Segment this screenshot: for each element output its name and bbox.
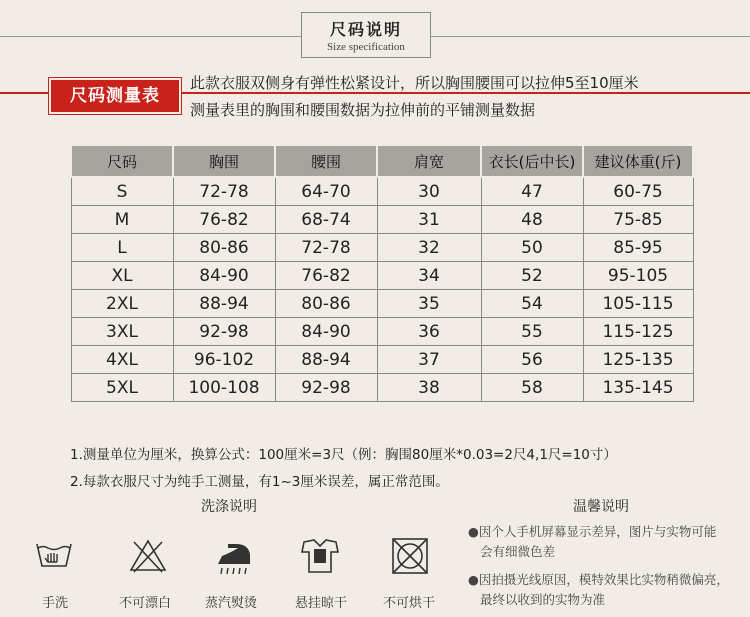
header-shoulder: 肩宽 [377,145,481,177]
table-cell: 100-108 [173,374,275,402]
table-cell: 72-78 [173,177,275,206]
table-cell: 72-78 [275,234,377,262]
table-cell: 80-86 [275,290,377,318]
table-cell: S [71,177,173,206]
table-row [71,318,693,346]
table-header-row [71,145,693,177]
table-cell: 95-105 [583,262,693,290]
table-cell: 3XL [71,318,173,346]
table-cell: M [71,206,173,234]
table-row [71,177,693,206]
table-cell: 47 [481,177,583,206]
tip-item [468,570,729,610]
table-cell: 31 [377,206,481,234]
hand-wash-icon [34,536,74,576]
table-cell: 48 [481,206,583,234]
table-cell: 37 [377,346,481,374]
tip-2-line-1: 因拍摄光线原因，模特效果比实物稍微偏亮， [478,572,729,587]
table-row [71,206,693,234]
table-row [71,234,693,262]
table-row [71,262,693,290]
hang-dry-label: 悬挂晾干 [294,596,347,611]
no-bleach-label: 不可漂白 [118,596,171,611]
table-cell: 64-70 [275,177,377,206]
table-cell: 30 [377,177,481,206]
table-cell: 58 [481,374,583,402]
table-cell: 32 [377,234,481,262]
table-cell: 34 [377,262,481,290]
hand-wash-label: 手洗 [41,596,68,611]
bullet-icon: ● [468,524,479,539]
steam-iron-label: 蒸汽熨烫 [204,596,257,611]
table-cell: 36 [377,318,481,346]
tip-item [468,522,716,562]
header-waist: 腰围 [275,145,377,177]
intro-line-1: 此款衣服双侧身有弹性松紧设计，所以胸围腰围可以拉伸5至10厘米 [190,74,639,92]
table-cell: 88-94 [173,290,275,318]
size-table [70,144,694,402]
table-cell: 96-102 [173,346,275,374]
table-cell: 125-135 [583,346,693,374]
table-cell: 92-98 [173,318,275,346]
table-cell: 55 [481,318,583,346]
table-cell: 4XL [71,346,173,374]
table-cell: 135-145 [583,374,693,402]
washing-title: 洗涤说明 [201,499,257,515]
header-divider-right [431,36,750,37]
header-title-box [301,12,431,58]
table-cell: 76-82 [275,262,377,290]
table-cell: 105-115 [583,290,693,318]
header-chest: 胸围 [173,145,275,177]
tip-2-line-2: 最终以收到的实物为准 [480,592,606,607]
table-cell: 50 [481,234,583,262]
table-cell: XL [71,262,173,290]
no-bleach-icon [128,536,168,576]
table-cell: L [71,234,173,262]
table-cell: 115-125 [583,318,693,346]
hang-dry-icon [300,536,340,576]
section-badge: 尺码测量表 [49,78,181,114]
page-title: 尺码说明 [329,20,402,39]
table-row [71,290,693,318]
header-length: 衣长(后中长) [481,145,583,177]
table-cell: 35 [377,290,481,318]
table-row [71,346,693,374]
tips-title: 温馨说明 [573,499,629,515]
tip-1-line-2: 会有细微色差 [480,544,556,559]
table-cell: 60-75 [583,177,693,206]
table-cell: 68-74 [275,206,377,234]
table-cell: 76-82 [173,206,275,234]
intro-line-2: 测量表里的胸围和腰围数据为拉伸前的平铺测量数据 [190,101,536,119]
table-cell: 2XL [71,290,173,318]
table-cell: 52 [481,262,583,290]
steam-iron-icon [214,536,254,576]
table-cell: 5XL [71,374,173,402]
table-cell: 54 [481,290,583,318]
tip-1-line-1: 因个人手机屏幕显示差异，图片与实物可能 [478,524,717,539]
header-divider-left [0,36,301,37]
no-tumble-dry-label: 不可烘干 [382,596,435,611]
table-cell: 38 [377,374,481,402]
table-cell: 84-90 [173,262,275,290]
table-cell: 84-90 [275,318,377,346]
table-cell: 75-85 [583,206,693,234]
no-tumble-dry-icon [390,536,430,576]
header-size: 尺码 [71,145,173,177]
table-cell: 85-95 [583,234,693,262]
note-unit-conversion: 1.测量单位为厘米，换算公式：100厘米=3尺（例：胸围80厘米*0.03=2尺4,1尺=10寸） [70,447,617,463]
table-cell: 56 [481,346,583,374]
note-measurement-error: 2.每款衣服尺寸为纯手工测量，有1~3厘米误差，属正常范围。 [70,474,449,490]
table-cell: 92-98 [275,374,377,402]
bullet-icon: ● [468,572,479,587]
table-cell: 88-94 [275,346,377,374]
header-weight: 建议体重(斤) [583,145,693,177]
table-cell: 80-86 [173,234,275,262]
page-subtitle: Size specification [327,41,405,53]
table-row [71,374,693,402]
